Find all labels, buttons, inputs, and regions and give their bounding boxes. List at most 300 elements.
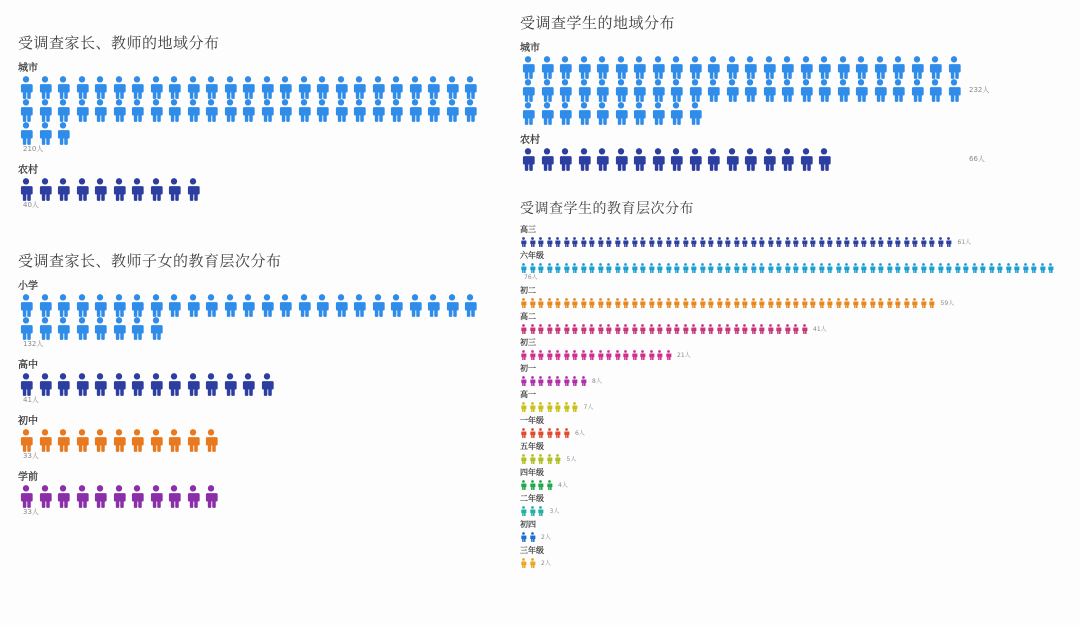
pictogram-row <box>520 324 1060 334</box>
person-icon <box>614 237 621 247</box>
pictogram-unit <box>597 350 604 360</box>
person-icon <box>656 237 663 247</box>
person-icon <box>775 237 782 247</box>
pictogram-unit <box>894 298 901 308</box>
person-icon <box>668 148 684 171</box>
pictogram-unit <box>835 79 851 102</box>
person-icon <box>537 454 544 464</box>
pictogram-unit <box>529 402 536 412</box>
pictogram-unit <box>699 263 706 273</box>
pictogram-unit <box>537 506 544 516</box>
person-icon <box>296 76 312 99</box>
person-icon <box>665 324 672 334</box>
pictogram-unit <box>911 263 918 273</box>
person-icon <box>537 263 544 273</box>
person-icon <box>705 56 721 79</box>
pictogram-unit <box>784 263 791 273</box>
category-group <box>18 277 498 350</box>
person-icon <box>18 429 34 452</box>
person-icon <box>529 237 536 247</box>
person-icon <box>860 237 867 247</box>
pictogram-unit <box>580 324 587 334</box>
pictogram-unit <box>750 263 757 273</box>
pictogram-unit <box>520 480 527 490</box>
pictogram-unit <box>869 263 876 273</box>
person-icon <box>537 350 544 360</box>
person-icon <box>37 294 53 317</box>
pictogram-unit <box>92 317 108 340</box>
person-icon <box>92 99 108 122</box>
pictogram-unit <box>705 56 721 79</box>
person-icon <box>705 148 721 171</box>
person-icon <box>801 324 808 334</box>
person-icon <box>571 237 578 247</box>
person-icon <box>877 263 884 273</box>
pictogram-unit <box>222 99 238 122</box>
chart-parent-children-edu <box>18 250 498 524</box>
person-icon <box>18 294 34 317</box>
person-icon <box>779 56 795 79</box>
person-icon <box>529 350 536 360</box>
person-icon <box>761 148 777 171</box>
pictogram-unit <box>758 298 765 308</box>
pictogram-unit <box>1013 263 1020 273</box>
pictogram-unit <box>853 79 869 102</box>
person-icon <box>724 298 731 308</box>
pictogram-unit <box>742 56 758 79</box>
person-icon <box>529 454 536 464</box>
pictogram-unit <box>546 428 553 438</box>
person-icon <box>580 237 587 247</box>
pictogram-unit <box>767 324 774 334</box>
person-icon <box>74 99 90 122</box>
pictogram-unit <box>707 263 714 273</box>
person-icon <box>860 298 867 308</box>
pictogram-unit <box>742 79 758 102</box>
person-icon <box>546 480 553 490</box>
pictogram-unit <box>563 298 570 308</box>
category-group <box>520 441 1060 464</box>
pictogram-row <box>18 485 498 518</box>
pictogram-unit <box>928 237 935 247</box>
pictogram-unit <box>37 317 53 340</box>
person-icon <box>928 263 935 273</box>
pictogram-icons <box>520 402 580 412</box>
person-icon <box>631 56 647 79</box>
pictogram-unit <box>529 350 536 360</box>
pictogram-unit <box>520 376 527 386</box>
category-value-label: 21人 <box>677 351 691 359</box>
person-icon <box>571 402 578 412</box>
pictogram-unit <box>597 237 604 247</box>
person-icon <box>605 298 612 308</box>
person-icon <box>673 237 680 247</box>
person-icon <box>185 178 201 201</box>
pictogram-unit <box>687 56 703 79</box>
pictogram-unit <box>333 99 349 122</box>
pictogram-unit <box>816 56 832 79</box>
person-icon <box>668 56 684 79</box>
chart-title-parent-region: 受调查家长、教师的地域分布 <box>18 34 220 52</box>
pictogram-unit <box>185 294 201 317</box>
pictogram-unit <box>639 324 646 334</box>
pictogram-unit <box>614 298 621 308</box>
person-icon <box>750 237 757 247</box>
pictogram-unit <box>444 76 460 99</box>
person-icon <box>92 76 108 99</box>
person-icon <box>920 237 927 247</box>
person-icon <box>614 350 621 360</box>
pictogram-unit <box>954 263 961 273</box>
person-icon <box>761 79 777 102</box>
pictogram-unit <box>92 76 108 99</box>
pictogram-unit <box>1047 263 1054 273</box>
pictogram-unit <box>18 294 34 317</box>
person-icon <box>557 79 573 102</box>
person-icon <box>742 148 758 171</box>
person-icon <box>801 298 808 308</box>
person-icon <box>673 324 680 334</box>
pictogram-unit <box>185 99 201 122</box>
person-icon <box>705 79 721 102</box>
person-icon <box>546 402 553 412</box>
person-icon <box>996 263 1003 273</box>
person-icon <box>529 532 536 542</box>
category-label: 城市 <box>520 43 540 54</box>
category-value-label: 3人 <box>549 507 560 515</box>
pictogram-unit <box>529 428 536 438</box>
pictogram-unit <box>843 237 850 247</box>
category-group <box>520 250 1060 282</box>
pictogram-unit <box>111 76 127 99</box>
person-icon <box>529 376 536 386</box>
person-icon <box>166 178 182 201</box>
person-icon <box>240 99 256 122</box>
person-icon <box>111 178 127 201</box>
pictogram-unit <box>55 99 71 122</box>
person-icon <box>945 237 952 247</box>
pictogram-unit <box>639 298 646 308</box>
person-icon <box>699 298 706 308</box>
person-icon <box>388 294 404 317</box>
person-icon <box>554 263 561 273</box>
person-icon <box>203 373 219 396</box>
person-icon <box>259 76 275 99</box>
pictogram-unit <box>631 298 638 308</box>
pictogram-unit <box>758 237 765 247</box>
pictogram-unit <box>546 350 553 360</box>
category-value-label: 8人 <box>592 377 602 385</box>
pictogram-unit <box>314 294 330 317</box>
person-icon <box>537 428 544 438</box>
pictogram-unit <box>877 263 884 273</box>
person-icon <box>816 56 832 79</box>
person-icon <box>631 148 647 171</box>
person-icon <box>631 263 638 273</box>
pictogram-unit <box>537 350 544 360</box>
category-value-label: 6人 <box>575 429 585 437</box>
person-icon <box>767 298 774 308</box>
person-icon <box>597 298 604 308</box>
pictogram-unit <box>665 324 672 334</box>
pictogram-unit <box>996 263 1003 273</box>
pictogram-unit <box>775 263 782 273</box>
person-icon <box>767 324 774 334</box>
person-icon <box>631 102 647 125</box>
pictogram-unit <box>631 324 638 334</box>
pictogram-unit <box>588 263 595 273</box>
pictogram-unit <box>546 402 553 412</box>
person-icon <box>843 298 850 308</box>
pictogram-unit <box>539 102 555 125</box>
pictogram-unit <box>18 485 34 508</box>
pictogram-unit <box>673 263 680 273</box>
pictogram-row <box>520 56 1060 125</box>
pictogram-unit <box>673 298 680 308</box>
pictogram-unit <box>920 298 927 308</box>
pictogram-unit <box>761 148 777 171</box>
pictogram-unit <box>92 178 108 201</box>
person-icon <box>843 263 850 273</box>
pictogram-unit <box>580 350 587 360</box>
person-icon <box>571 324 578 334</box>
pictogram-unit <box>597 324 604 334</box>
person-icon <box>614 298 621 308</box>
pictogram-unit <box>665 263 672 273</box>
person-icon <box>622 298 629 308</box>
pictogram-unit <box>537 402 544 412</box>
person-icon <box>520 56 536 79</box>
category-label: 高三 <box>520 225 536 234</box>
person-icon <box>784 298 791 308</box>
pictogram-unit <box>716 298 723 308</box>
person-icon <box>444 76 460 99</box>
pictogram-unit <box>571 237 578 247</box>
person-icon <box>742 79 758 102</box>
pictogram-unit <box>462 99 478 122</box>
pictogram-unit <box>971 263 978 273</box>
person-icon <box>563 298 570 308</box>
person-icon <box>444 99 460 122</box>
pictogram-unit <box>761 79 777 102</box>
person-icon <box>166 485 182 508</box>
pictogram-unit <box>597 263 604 273</box>
pictogram-unit <box>520 298 527 308</box>
pictogram-unit <box>537 454 544 464</box>
pictogram-unit <box>750 237 757 247</box>
pictogram-unit <box>860 298 867 308</box>
pictogram-unit <box>557 102 573 125</box>
pictogram-unit <box>563 376 570 386</box>
pictogram-unit <box>886 298 893 308</box>
person-icon <box>129 178 145 201</box>
person-icon <box>537 402 544 412</box>
pictogram-unit <box>74 485 90 508</box>
pictogram-unit <box>809 263 816 273</box>
pictogram-unit <box>571 298 578 308</box>
person-icon <box>946 79 962 102</box>
pictogram-unit <box>682 324 689 334</box>
pictogram-unit <box>529 454 536 464</box>
person-icon <box>588 324 595 334</box>
pictogram-unit <box>425 76 441 99</box>
pictogram-unit <box>699 298 706 308</box>
pictogram-unit <box>557 56 573 79</box>
person-icon <box>733 263 740 273</box>
pictogram-unit <box>554 298 561 308</box>
pictogram-unit <box>631 56 647 79</box>
person-icon <box>816 148 832 171</box>
person-icon <box>185 294 201 317</box>
person-icon <box>166 99 182 122</box>
person-icon <box>520 376 527 386</box>
pictogram-unit <box>946 79 962 102</box>
pictogram-unit <box>166 429 182 452</box>
person-icon <box>886 298 893 308</box>
chart-title-parent-children-edu: 受调查家长、教师子女的教育层次分布 <box>18 252 282 270</box>
pictogram-unit <box>529 532 536 542</box>
pictogram-unit <box>835 56 851 79</box>
person-icon <box>687 79 703 102</box>
person-icon <box>911 237 918 247</box>
person-icon <box>203 294 219 317</box>
pictogram-row <box>520 402 1060 412</box>
person-icon <box>853 79 869 102</box>
pictogram-unit <box>699 324 706 334</box>
person-icon <box>835 298 842 308</box>
pictogram-unit <box>860 237 867 247</box>
person-icon <box>563 237 570 247</box>
pictogram-unit <box>92 373 108 396</box>
pictogram-unit <box>203 99 219 122</box>
person-icon <box>539 102 555 125</box>
person-icon <box>818 263 825 273</box>
person-icon <box>724 79 740 102</box>
pictogram-unit <box>852 298 859 308</box>
pictogram-unit <box>529 237 536 247</box>
pictogram-unit <box>733 298 740 308</box>
pictogram-unit <box>554 376 561 386</box>
pictogram-unit <box>801 263 808 273</box>
pictogram-unit <box>750 298 757 308</box>
person-icon <box>741 237 748 247</box>
person-icon <box>826 298 833 308</box>
person-icon <box>903 263 910 273</box>
category-label: 初二 <box>520 286 536 295</box>
category-group <box>18 412 498 462</box>
pictogram-unit <box>886 263 893 273</box>
person-icon <box>277 99 293 122</box>
pictogram-unit <box>407 76 423 99</box>
category-group <box>18 161 498 211</box>
category-label: 高中 <box>18 360 38 371</box>
pictogram-unit <box>55 178 71 201</box>
pictogram-unit <box>809 298 816 308</box>
category-label: 二年级 <box>520 494 544 503</box>
pictogram-unit <box>682 237 689 247</box>
pictogram-unit <box>37 294 53 317</box>
pictogram-unit <box>92 429 108 452</box>
pictogram-icons <box>18 373 498 396</box>
pictogram-unit <box>903 237 910 247</box>
person-icon <box>631 324 638 334</box>
pictogram-unit <box>74 429 90 452</box>
person-icon <box>801 237 808 247</box>
pictogram-unit <box>668 79 684 102</box>
person-icon <box>665 298 672 308</box>
pictogram-unit <box>520 558 527 568</box>
category-list-student-region <box>520 39 1060 171</box>
pictogram-icons <box>18 178 498 201</box>
pictogram-unit <box>650 56 666 79</box>
pictogram-unit <box>185 178 201 201</box>
person-icon <box>576 148 592 171</box>
pictogram-unit <box>129 99 145 122</box>
person-icon <box>18 373 34 396</box>
person-icon <box>988 263 995 273</box>
person-icon <box>388 76 404 99</box>
person-icon <box>37 317 53 340</box>
person-icon <box>682 263 689 273</box>
pictogram-unit <box>529 506 536 516</box>
pictogram-unit <box>166 76 182 99</box>
person-icon <box>656 298 663 308</box>
pictogram-unit <box>656 350 663 360</box>
person-icon <box>758 237 765 247</box>
pictogram-unit <box>74 317 90 340</box>
person-icon <box>185 429 201 452</box>
person-icon <box>894 263 901 273</box>
person-icon <box>826 263 833 273</box>
pictogram-unit <box>571 324 578 334</box>
pictogram-unit <box>733 237 740 247</box>
person-icon <box>650 56 666 79</box>
person-icon <box>185 76 201 99</box>
pictogram-unit <box>407 99 423 122</box>
person-icon <box>520 454 527 464</box>
person-icon <box>594 102 610 125</box>
pictogram-unit <box>222 294 238 317</box>
pictogram-unit <box>529 480 536 490</box>
category-group <box>520 285 1060 308</box>
person-icon <box>129 485 145 508</box>
pictogram-unit <box>185 76 201 99</box>
category-group <box>520 224 1060 247</box>
category-label: 四年级 <box>520 468 544 477</box>
pictogram-unit <box>185 429 201 452</box>
pictogram-unit <box>687 148 703 171</box>
pictogram-unit <box>370 294 386 317</box>
pictogram-unit <box>462 294 478 317</box>
pictogram-icons <box>520 506 546 516</box>
pictogram-unit <box>613 56 629 79</box>
pictogram-unit <box>111 373 127 396</box>
person-icon <box>809 298 816 308</box>
pictogram-unit <box>758 263 765 273</box>
person-icon <box>222 294 238 317</box>
pictogram-row <box>18 294 498 350</box>
category-label: 农村 <box>18 165 38 176</box>
person-icon <box>784 237 791 247</box>
person-icon <box>605 350 612 360</box>
pictogram-unit <box>988 263 995 273</box>
pictogram-unit <box>716 237 723 247</box>
pictogram-unit <box>222 76 238 99</box>
pictogram-unit <box>673 324 680 334</box>
pictogram-unit <box>656 237 663 247</box>
pictogram-unit <box>314 76 330 99</box>
category-group <box>520 39 1060 125</box>
